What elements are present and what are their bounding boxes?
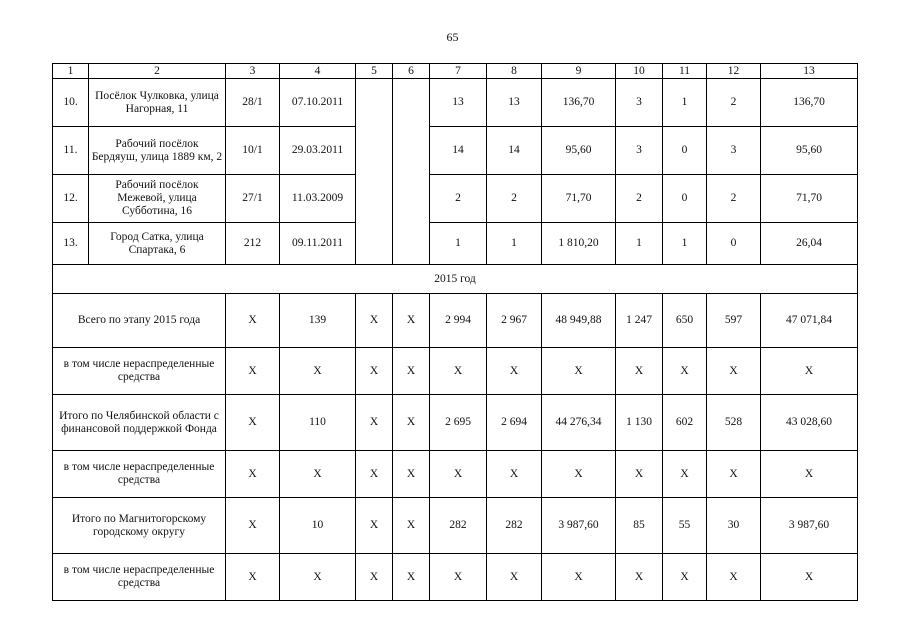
table-row (53, 223, 858, 265)
column-header: 1 (53, 64, 89, 79)
summary-row (53, 451, 858, 498)
table-cell: X (393, 554, 430, 601)
table-cell: X (663, 348, 707, 395)
column-header: 3 (226, 64, 280, 79)
table-cell: 602 (663, 395, 707, 451)
row-number: 12. (53, 175, 89, 223)
table-cell: X (707, 451, 761, 498)
column-header: 4 (280, 64, 356, 79)
table-cell: X (280, 348, 356, 395)
table-cell: X (356, 498, 393, 554)
table-cell: X (393, 294, 430, 348)
address-cell: Город Сатка, улица Спартака, 6 (89, 223, 226, 265)
table-cell: X (393, 451, 430, 498)
table-cell: 27/1 (226, 175, 280, 223)
table-cell: 0 (707, 223, 761, 265)
table-cell: 2 (430, 175, 487, 223)
register-table (52, 63, 858, 601)
table-cell: X (707, 348, 761, 395)
table-cell: 13 (487, 79, 542, 127)
table-cell: 597 (707, 294, 761, 348)
column-header: 10 (616, 64, 663, 79)
table-cell: X (226, 348, 280, 395)
table-cell: 2 994 (430, 294, 487, 348)
column-header: 2 (89, 64, 226, 79)
table-cell: 110 (280, 395, 356, 451)
table-cell: X (226, 554, 280, 601)
table-cell: 26,04 (761, 223, 858, 265)
table-cell: 3 987,60 (761, 498, 858, 554)
table-cell: X (356, 395, 393, 451)
column-header: 8 (487, 64, 542, 79)
table-cell: X (487, 554, 542, 601)
table-cell: 48 949,88 (542, 294, 616, 348)
date-cell: 09.11.2011 (280, 223, 356, 265)
table-cell: X (761, 554, 858, 601)
table-row (53, 127, 858, 175)
summary-row (53, 554, 858, 601)
table-cell: 2 694 (487, 395, 542, 451)
column-header: 11 (663, 64, 707, 79)
column-number-row (53, 64, 858, 79)
table-cell: 2 (707, 175, 761, 223)
column-header: 12 (707, 64, 761, 79)
table-cell: X (616, 348, 663, 395)
table-cell: 2 (616, 175, 663, 223)
table-cell: X (542, 554, 616, 601)
date-cell: 07.10.2011 (280, 79, 356, 127)
table-cell: 3 (616, 127, 663, 175)
table-cell: 55 (663, 498, 707, 554)
table-cell: X (280, 554, 356, 601)
table-cell: X (356, 294, 393, 348)
table-cell: 28/1 (226, 79, 280, 127)
table-cell: 1 810,20 (542, 223, 616, 265)
table-cell: 10/1 (226, 127, 280, 175)
table-cell: X (430, 348, 487, 395)
table-cell: 1 (663, 223, 707, 265)
table-cell: 528 (707, 395, 761, 451)
column-header: 7 (430, 64, 487, 79)
table-cell: 650 (663, 294, 707, 348)
page-number: 65 (446, 30, 459, 44)
table-cell: X (226, 294, 280, 348)
table-cell: 2 (487, 175, 542, 223)
summary-label: Всего по этапу 2015 года (53, 294, 226, 348)
summary-row (53, 348, 858, 395)
table-cell: X (542, 451, 616, 498)
table-cell: 0 (663, 175, 707, 223)
table-cell: X (280, 451, 356, 498)
table-cell: X (356, 554, 393, 601)
column-header: 13 (761, 64, 858, 79)
table-cell: X (356, 451, 393, 498)
summary-row (53, 498, 858, 554)
table-cell: 2 695 (430, 395, 487, 451)
address-cell: Рабочий посёлок Бердяуш, улица 1889 км, 2 (89, 127, 226, 175)
table-cell: 212 (226, 223, 280, 265)
table-cell: 3 987,60 (542, 498, 616, 554)
table-cell: 3 (616, 79, 663, 127)
summary-label: в том числе нераспределенные средства (53, 451, 226, 498)
table-cell: X (663, 451, 707, 498)
summary-label: в том числе нераспределенные средства (53, 348, 226, 395)
table-cell: 1 (663, 79, 707, 127)
year-heading-row (53, 265, 858, 294)
table-cell: 2 (707, 79, 761, 127)
table-cell: X (707, 554, 761, 601)
table-cell: 282 (487, 498, 542, 554)
table-cell: X (761, 451, 858, 498)
table-cell: 95,60 (761, 127, 858, 175)
summary-label: в том числе нераспределенные средства (53, 554, 226, 601)
table-cell: 1 247 (616, 294, 663, 348)
table-cell: X (542, 348, 616, 395)
table-cell: X (616, 451, 663, 498)
summary-label: Итого по Магнитогорскому городскому округу (53, 498, 226, 554)
table-cell: 1 (616, 223, 663, 265)
table-cell: 282 (430, 498, 487, 554)
table-cell: 3 (707, 127, 761, 175)
table-cell: X (430, 554, 487, 601)
table-row (53, 175, 858, 223)
table-cell: 13 (430, 79, 487, 127)
table-cell: X (487, 451, 542, 498)
table-cell: 71,70 (542, 175, 616, 223)
table-cell: X (663, 554, 707, 601)
row-number: 13. (53, 223, 89, 265)
table-cell: 95,60 (542, 127, 616, 175)
table-cell: 85 (616, 498, 663, 554)
table-cell: X (393, 348, 430, 395)
date-cell: 29.03.2011 (280, 127, 356, 175)
row-number: 11. (53, 127, 89, 175)
table-cell: 2 967 (487, 294, 542, 348)
table-row (53, 79, 858, 127)
table-cell: 47 071,84 (761, 294, 858, 348)
table-cell: X (226, 451, 280, 498)
table-cell: 0 (663, 127, 707, 175)
summary-label: Итого по Челябинской области с финансовой поддержкой Фонда (53, 395, 226, 451)
table-cell: 30 (707, 498, 761, 554)
table-cell: 44 276,34 (542, 395, 616, 451)
table-cell: X (393, 498, 430, 554)
address-cell: Посёлок Чулковка, улица Нагорная, 11 (89, 79, 226, 127)
column-header: 6 (393, 64, 430, 79)
table-cell: 43 028,60 (761, 395, 858, 451)
column-header: 9 (542, 64, 616, 79)
table-cell: X (761, 348, 858, 395)
address-cell: Рабочий посёлок Межевой, улица Субботина, 16 (89, 175, 226, 223)
merged-empty-cell (356, 79, 393, 265)
table-cell: 14 (430, 127, 487, 175)
table-cell: X (226, 395, 280, 451)
summary-row (53, 294, 858, 348)
table-cell: X (393, 395, 430, 451)
table-cell: X (356, 348, 393, 395)
table-cell: 139 (280, 294, 356, 348)
table-cell: X (430, 451, 487, 498)
merged-empty-cell (393, 79, 430, 265)
date-cell: 11.03.2009 (280, 175, 356, 223)
table-cell: 1 (487, 223, 542, 265)
table-cell: X (226, 498, 280, 554)
table-cell: 1 130 (616, 395, 663, 451)
table-cell: X (616, 554, 663, 601)
table-cell: 136,70 (761, 79, 858, 127)
row-number: 10. (53, 79, 89, 127)
year-heading: 2015 год (53, 265, 858, 294)
column-header: 5 (356, 64, 393, 79)
table-cell: 136,70 (542, 79, 616, 127)
table-cell: 1 (430, 223, 487, 265)
table-cell: X (487, 348, 542, 395)
table-cell: 71,70 (761, 175, 858, 223)
table-cell: 14 (487, 127, 542, 175)
summary-row (53, 395, 858, 451)
table-cell: 10 (280, 498, 356, 554)
